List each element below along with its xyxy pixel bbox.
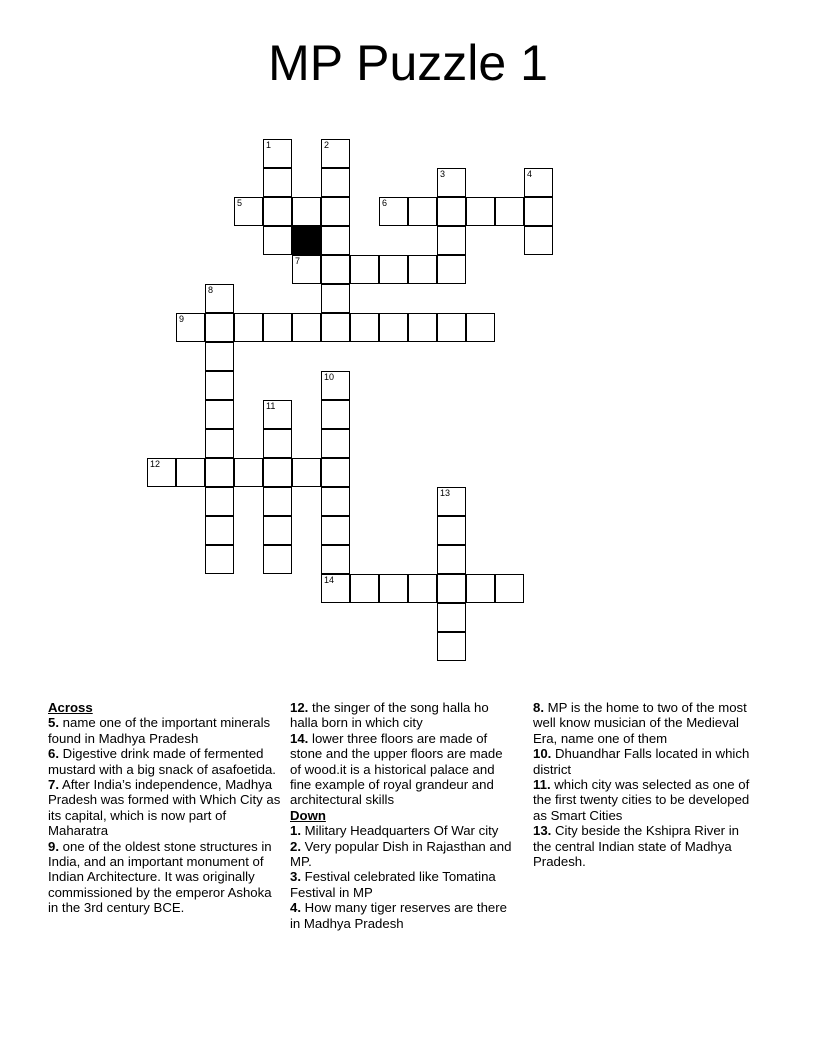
clue-number: 12. [290, 700, 309, 715]
grid-cell[interactable] [205, 342, 234, 371]
clues-column-2 [290, 700, 512, 931]
clue-text: Military Headquarters Of War city [304, 823, 499, 839]
grid-cell[interactable] [205, 545, 234, 574]
clue-number: 10. [533, 746, 552, 762]
grid-cell[interactable] [437, 197, 466, 226]
grid-cell[interactable] [379, 255, 408, 284]
grid-cell[interactable] [263, 139, 292, 168]
grid-cell[interactable] [263, 197, 292, 226]
grid-cell[interactable] [437, 313, 466, 342]
clue-text: Festival celebrated like Tomatina Festival in MP [290, 869, 496, 900]
grid-cell[interactable] [524, 168, 553, 197]
grid-cell[interactable] [234, 458, 263, 487]
clue-text: MP is the home to two of the most well know musician of the Medieval Era, name one of them [533, 700, 747, 746]
grid-cell[interactable] [147, 458, 176, 487]
clue-number: 2. [290, 838, 301, 854]
clue-number: 11. [533, 777, 551, 793]
grid-cell[interactable] [321, 574, 350, 603]
grid-cell[interactable] [321, 371, 350, 400]
clue-text: Dhuandhar Falls located in which district [533, 746, 750, 777]
clues-column-1 [48, 700, 284, 916]
grid-cell[interactable] [321, 168, 350, 197]
clue-across-5 [48, 715, 284, 746]
grid-cell[interactable] [466, 197, 495, 226]
grid-cell[interactable] [350, 313, 379, 342]
grid-cell[interactable] [524, 197, 553, 226]
clue-number: 3. [290, 869, 301, 885]
grid-cell[interactable] [437, 487, 466, 516]
grid-cell[interactable] [205, 284, 234, 313]
grid-cell[interactable] [379, 313, 408, 342]
clues-column-3 [533, 700, 759, 869]
grid-cell[interactable] [437, 516, 466, 545]
clue-text: which city was selected as one of the first twenty cities to be developed as Smart Cities [533, 777, 750, 823]
grid-cell[interactable] [176, 458, 205, 487]
grid-cell[interactable] [321, 139, 350, 168]
clue-number: 8. [533, 700, 544, 715]
clue-down-13 [533, 823, 759, 869]
grid-cell[interactable] [321, 516, 350, 545]
clue-text: lower three floors are made of stone and the upper floors are made of wood.it is a historical palace and fine example of royal grandeur and architectural skills [290, 730, 503, 808]
clue-down-8 [533, 700, 759, 746]
grid-cell[interactable] [263, 313, 292, 342]
clue-down-10 [533, 746, 759, 777]
grid-cell[interactable] [321, 545, 350, 574]
cell-number: 13 [440, 488, 451, 498]
clue-number: 6. [48, 746, 59, 762]
clue-down-2 [290, 839, 512, 870]
clue-text: After India’s independence, Madhya Pradesh was formed with Which City as its capital, which is now part of Maharatra [48, 777, 281, 839]
grid-cell[interactable] [263, 458, 292, 487]
grid-cell[interactable] [234, 313, 263, 342]
grid-cell[interactable] [408, 574, 437, 603]
grid-cell[interactable] [408, 255, 437, 284]
grid-cell[interactable] [292, 197, 321, 226]
black-cell [292, 226, 321, 255]
grid-cell[interactable] [321, 255, 350, 284]
grid-cell[interactable] [321, 313, 350, 342]
grid-cell[interactable] [408, 197, 437, 226]
clue-text: the singer of the song halla ho halla born in which city [290, 700, 489, 731]
grid-cell[interactable] [263, 400, 292, 429]
cell-number: 5 [237, 198, 243, 208]
grid-cell[interactable] [321, 284, 350, 313]
grid-cell[interactable] [321, 458, 350, 487]
clue-across-6 [48, 746, 284, 777]
clue-across-12 [290, 700, 512, 731]
grid-cell[interactable] [263, 545, 292, 574]
cell-number: 11 [266, 401, 276, 411]
grid-cell[interactable] [263, 487, 292, 516]
grid-cell[interactable] [292, 255, 321, 284]
clue-down-1 [290, 823, 512, 838]
clue-number: 13. [533, 823, 552, 839]
clue-number: 1. [290, 823, 301, 839]
grid-cell[interactable] [466, 574, 495, 603]
cell-number: 4 [527, 169, 533, 179]
grid-cell[interactable] [292, 313, 321, 342]
grid-cell[interactable] [205, 400, 234, 429]
clue-text: How many tiger reserves are there in Madhya Pradesh [290, 900, 507, 931]
grid-cell[interactable] [321, 429, 350, 458]
grid-cell[interactable] [321, 226, 350, 255]
grid-cell[interactable] [205, 313, 234, 342]
clue-down-11 [533, 777, 759, 823]
grid-cell[interactable] [495, 574, 524, 603]
cell-number: 6 [382, 198, 388, 208]
grid-cell[interactable] [321, 400, 350, 429]
clue-number: 9. [48, 838, 59, 854]
puzzle-title: MP Puzzle 1 [268, 35, 548, 91]
across-heading: Across [48, 700, 93, 715]
down-heading: Down [290, 807, 326, 823]
clue-across-9 [48, 839, 284, 916]
cell-number: 3 [440, 169, 446, 179]
grid-cell[interactable] [234, 197, 263, 226]
cell-number: 2 [324, 140, 330, 150]
grid-cell[interactable] [263, 429, 292, 458]
grid-cell[interactable] [437, 603, 466, 632]
grid-cell[interactable] [205, 458, 234, 487]
clue-text: Digestive drink made of fermented mustard with a big snack of asafoetida. [48, 746, 276, 777]
grid-cell[interactable] [437, 226, 466, 255]
grid-cell[interactable] [321, 197, 350, 226]
grid-cell[interactable] [437, 632, 466, 661]
grid-cell[interactable] [321, 487, 350, 516]
grid-cell[interactable] [437, 574, 466, 603]
grid-cell[interactable] [495, 197, 524, 226]
clue-across-14 [290, 731, 512, 808]
cell-number: 14 [324, 575, 335, 585]
grid-cell[interactable] [437, 168, 466, 197]
clue-number: 5. [48, 715, 59, 731]
grid-cell[interactable] [263, 516, 292, 545]
cell-number: 1 [266, 140, 272, 150]
grid-cell[interactable] [176, 313, 205, 342]
cell-number: 7 [295, 256, 301, 266]
grid-cell[interactable] [263, 226, 292, 255]
grid-cell[interactable] [524, 226, 553, 255]
grid-cell[interactable] [350, 574, 379, 603]
cell-number: 8 [208, 285, 214, 295]
grid-cell[interactable] [205, 371, 234, 400]
clue-text: City beside the Kshipra River in the central Indian state of Madhya Pradesh. [533, 823, 739, 870]
grid-cell[interactable] [379, 197, 408, 226]
cell-number: 9 [179, 314, 185, 324]
grid-cell[interactable] [350, 255, 379, 284]
grid-cell[interactable] [437, 545, 466, 574]
clue-text: name one of the important minerals found in Madhya Pradesh [48, 715, 271, 746]
grid-cell[interactable] [437, 255, 466, 284]
grid-cell[interactable] [408, 313, 437, 342]
clue-text: one of the oldest stone structures in India, and an important monument of Indian Architecture. It was originally commissioned by the emperor Ashoka in the 3rd century BCE. [48, 838, 272, 916]
cell-number: 10 [324, 372, 335, 382]
clue-number: 4. [290, 900, 301, 916]
clue-across-7 [48, 777, 284, 839]
cell-number: 12 [150, 459, 161, 469]
grid-cell[interactable] [205, 429, 234, 458]
clue-text: Very popular Dish in Rajasthan and MP. [290, 838, 512, 870]
grid-cell[interactable] [205, 487, 234, 516]
grid-cell[interactable] [263, 168, 292, 197]
clue-number: 7. [48, 777, 59, 793]
clue-down-3 [290, 869, 512, 900]
clue-down-4 [290, 900, 512, 931]
grid-cell[interactable] [379, 574, 408, 603]
grid-cell[interactable] [292, 458, 321, 487]
clue-number: 14. [290, 730, 309, 746]
grid-cell[interactable] [205, 516, 234, 545]
grid-cell[interactable] [466, 313, 495, 342]
